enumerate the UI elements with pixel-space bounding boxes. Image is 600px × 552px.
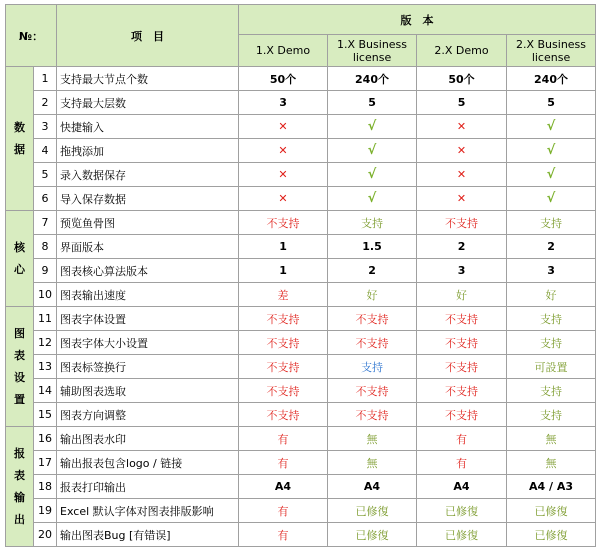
- value-cell: [239, 355, 328, 379]
- row-number: 18: [34, 475, 57, 499]
- value-cell: [239, 523, 328, 547]
- table-row: [6, 259, 596, 283]
- row-item: 图表字体大小设置: [57, 331, 239, 355]
- table-row: [6, 211, 596, 235]
- value-cell: [239, 235, 328, 259]
- row-item: 图表标签换行: [57, 355, 239, 379]
- cell-value: 不支持: [266, 312, 300, 326]
- table-row: [6, 475, 596, 499]
- row-number: 12: [34, 331, 57, 355]
- value-cell: [328, 211, 417, 235]
- value-cell: [239, 403, 328, 427]
- value-cell: [417, 163, 507, 187]
- table-row: [6, 283, 596, 307]
- group-label: 报表输出: [6, 427, 34, 547]
- table-row: [6, 427, 596, 451]
- value-cell: [328, 283, 417, 307]
- value-cell: [239, 331, 328, 355]
- value-cell: [507, 331, 596, 355]
- table-row: [6, 523, 596, 547]
- cell-value: 不支持: [445, 216, 479, 230]
- row-item: 图表字体设置: [57, 307, 239, 331]
- value-cell: [239, 427, 328, 451]
- cell-value: 好: [456, 288, 468, 302]
- value-cell: [328, 139, 417, 163]
- cell-value: 不支持: [355, 408, 389, 422]
- cell-value: 2: [368, 264, 376, 277]
- table-row: [6, 235, 596, 259]
- cell-value: 不支持: [266, 360, 300, 374]
- value-cell: [417, 187, 507, 211]
- row-number: 5: [34, 163, 57, 187]
- cell-value: 支持: [540, 384, 563, 398]
- cell-value: 1: [279, 264, 287, 277]
- cell-value: 240个: [355, 72, 389, 86]
- row-item: 导入保存数据: [57, 187, 239, 211]
- cell-value: 無: [366, 456, 378, 470]
- value-cell: [507, 451, 596, 475]
- version-header: 2.X Demo: [417, 35, 507, 67]
- value-cell: [507, 283, 596, 307]
- cell-value: 已修復: [355, 504, 389, 518]
- row-number: 16: [34, 427, 57, 451]
- value-cell: [328, 115, 417, 139]
- value-cell: [328, 67, 417, 91]
- check-icon: √: [546, 143, 556, 158]
- value-cell: [507, 235, 596, 259]
- value-cell: [417, 211, 507, 235]
- value-cell: [507, 427, 596, 451]
- row-number: 10: [34, 283, 57, 307]
- row-item: 界面版本: [57, 235, 239, 259]
- value-cell: [417, 475, 507, 499]
- row-number: 17: [34, 451, 57, 475]
- value-cell: [417, 499, 507, 523]
- group-label: 图表设置: [6, 307, 34, 427]
- value-cell: [507, 211, 596, 235]
- value-cell: [328, 235, 417, 259]
- value-cell: [328, 403, 417, 427]
- cell-value: 1: [279, 240, 287, 253]
- value-cell: [507, 403, 596, 427]
- value-cell: [239, 475, 328, 499]
- cell-value: 5: [547, 96, 555, 109]
- value-cell: [507, 355, 596, 379]
- value-cell: [328, 451, 417, 475]
- cell-value: 50个: [448, 72, 475, 86]
- cross-icon: ✕: [456, 168, 467, 181]
- value-cell: [328, 475, 417, 499]
- check-icon: √: [367, 167, 377, 182]
- cell-value: 無: [545, 456, 557, 470]
- cell-value: 不支持: [355, 336, 389, 350]
- cell-value: 3: [279, 96, 287, 109]
- table-row: [6, 91, 596, 115]
- value-cell: [239, 259, 328, 283]
- row-item: 预览鱼骨图: [57, 211, 239, 235]
- value-cell: [239, 499, 328, 523]
- value-cell: [328, 331, 417, 355]
- value-cell: [417, 283, 507, 307]
- value-cell: [507, 523, 596, 547]
- table-row: [6, 67, 596, 91]
- cell-value: 無: [366, 432, 378, 446]
- cell-value: 支持: [540, 312, 563, 326]
- row-number: 8: [34, 235, 57, 259]
- cell-value: 已修復: [534, 504, 568, 518]
- cell-value: 不支持: [355, 384, 389, 398]
- row-item: 输出报表包含logo / 链接: [57, 451, 239, 475]
- cell-value: 已修復: [534, 528, 568, 542]
- value-cell: [328, 91, 417, 115]
- row-number: 11: [34, 307, 57, 331]
- value-cell: [239, 139, 328, 163]
- check-icon: √: [546, 119, 556, 134]
- row-number: 1: [34, 67, 57, 91]
- value-cell: [328, 355, 417, 379]
- value-cell: [507, 91, 596, 115]
- row-number: 4: [34, 139, 57, 163]
- cell-value: 支持: [540, 216, 563, 230]
- cross-icon: ✕: [456, 192, 467, 205]
- cell-value: 5: [457, 96, 466, 109]
- table-row: [6, 379, 596, 403]
- value-cell: [507, 475, 596, 499]
- value-cell: [417, 67, 507, 91]
- row-item: 辅助图表选取: [57, 379, 239, 403]
- value-cell: [417, 403, 507, 427]
- cell-value: 差: [277, 288, 289, 302]
- cell-value: 好: [545, 288, 557, 302]
- header-version: 版 本: [239, 5, 596, 35]
- cell-value: A4: [453, 480, 470, 493]
- cell-value: 5: [368, 96, 376, 109]
- row-item: 输出图表水印: [57, 427, 239, 451]
- table-row: [6, 187, 596, 211]
- cell-value: 不支持: [445, 384, 479, 398]
- cell-value: 已修復: [355, 528, 389, 542]
- row-item: 支持最大层数: [57, 91, 239, 115]
- value-cell: [417, 259, 507, 283]
- row-number: 13: [34, 355, 57, 379]
- value-cell: [507, 163, 596, 187]
- table-row: [6, 307, 596, 331]
- table-row: [6, 139, 596, 163]
- check-icon: √: [367, 191, 377, 206]
- cell-value: 支持: [361, 216, 384, 230]
- value-cell: [417, 427, 507, 451]
- cell-value: 不支持: [355, 312, 389, 326]
- value-cell: [239, 67, 328, 91]
- check-icon: √: [546, 167, 556, 182]
- cell-value: 2: [547, 240, 555, 253]
- cell-value: 有: [277, 504, 289, 518]
- value-cell: [328, 187, 417, 211]
- group-label: 核心: [6, 211, 34, 307]
- row-item: 拖拽添加: [57, 139, 239, 163]
- cell-value: 1.5: [362, 240, 382, 253]
- row-number: 19: [34, 499, 57, 523]
- value-cell: [417, 523, 507, 547]
- value-cell: [507, 187, 596, 211]
- cell-value: 好: [366, 288, 378, 302]
- check-icon: √: [367, 119, 377, 134]
- cell-value: 已修復: [445, 528, 479, 542]
- cross-icon: ✕: [278, 120, 288, 133]
- cell-value: 有: [456, 432, 468, 446]
- cell-value: 240个: [534, 72, 568, 86]
- value-cell: [239, 211, 328, 235]
- value-cell: [239, 379, 328, 403]
- cell-value: A4: [274, 480, 292, 493]
- row-item: 录入数据保存: [57, 163, 239, 187]
- cell-value: 有: [277, 432, 289, 446]
- cell-value: 不支持: [445, 312, 479, 326]
- value-cell: [239, 451, 328, 475]
- row-item: 图表输出速度: [57, 283, 239, 307]
- cell-value: 支持: [540, 408, 563, 422]
- value-cell: [328, 259, 417, 283]
- value-cell: [239, 163, 328, 187]
- value-cell: [507, 307, 596, 331]
- value-cell: [417, 331, 507, 355]
- comparison-table: [5, 4, 596, 547]
- version-header: 1.X Business license: [328, 35, 417, 67]
- row-item: 快捷输入: [57, 115, 239, 139]
- cell-value: 不支持: [445, 408, 479, 422]
- value-cell: [417, 235, 507, 259]
- value-cell: [507, 67, 596, 91]
- value-cell: [328, 523, 417, 547]
- cell-value: 已修復: [445, 504, 479, 518]
- cross-icon: ✕: [456, 120, 467, 133]
- cross-icon: ✕: [456, 144, 467, 157]
- cell-value: 不支持: [445, 336, 479, 350]
- row-item: 图表核心算法版本: [57, 259, 239, 283]
- row-number: 3: [34, 115, 57, 139]
- cell-value: 不支持: [266, 336, 300, 350]
- row-item: 报表打印输出: [57, 475, 239, 499]
- row-number: 15: [34, 403, 57, 427]
- row-number: 6: [34, 187, 57, 211]
- check-icon: √: [367, 143, 377, 158]
- cross-icon: ✕: [278, 168, 288, 181]
- value-cell: [328, 499, 417, 523]
- value-cell: [239, 187, 328, 211]
- cell-value: 無: [545, 432, 557, 446]
- table-row: [6, 355, 596, 379]
- value-cell: [328, 427, 417, 451]
- row-number: 14: [34, 379, 57, 403]
- header-no: №：: [6, 5, 57, 67]
- value-cell: [328, 379, 417, 403]
- cell-value: 3: [457, 264, 466, 277]
- cell-value: 不支持: [266, 216, 300, 230]
- row-number: 7: [34, 211, 57, 235]
- value-cell: [328, 307, 417, 331]
- row-item: Excel 默认字体对图表排版影响: [57, 499, 239, 523]
- cell-value: A4: [363, 480, 381, 493]
- cell-value: 不支持: [445, 360, 479, 374]
- cell-value: 可設置: [534, 360, 568, 374]
- row-number: 2: [34, 91, 57, 115]
- value-cell: [239, 283, 328, 307]
- check-icon: √: [546, 191, 556, 206]
- value-cell: [507, 259, 596, 283]
- row-number: 9: [34, 259, 57, 283]
- row-item: 支持最大节点个数: [57, 67, 239, 91]
- cross-icon: ✕: [278, 192, 288, 205]
- value-cell: [239, 115, 328, 139]
- header-item: 项 目: [57, 5, 239, 67]
- cell-value: 支持: [540, 336, 563, 350]
- value-cell: [417, 91, 507, 115]
- cell-value: 有: [456, 456, 468, 470]
- cell-value: 50个: [269, 72, 297, 86]
- cell-value: 3: [547, 264, 555, 277]
- table-row: [6, 331, 596, 355]
- table-row: [6, 115, 596, 139]
- value-cell: [507, 139, 596, 163]
- cell-value: 有: [277, 528, 289, 542]
- cell-value: 支持: [361, 360, 384, 374]
- value-cell: [417, 115, 507, 139]
- row-item: 输出图表Bug [有错误]: [57, 523, 239, 547]
- value-cell: [507, 379, 596, 403]
- version-header: 1.X Demo: [239, 35, 328, 67]
- value-cell: [417, 307, 507, 331]
- value-cell: [417, 379, 507, 403]
- value-cell: [507, 499, 596, 523]
- table-row: [6, 403, 596, 427]
- table-row: [6, 163, 596, 187]
- version-header: 2.X Business license: [507, 35, 596, 67]
- cell-value: 不支持: [266, 408, 300, 422]
- value-cell: [417, 355, 507, 379]
- cell-value: 不支持: [266, 384, 300, 398]
- value-cell: [417, 451, 507, 475]
- cell-value: 2: [457, 240, 466, 253]
- value-cell: [239, 307, 328, 331]
- cell-value: A4 / A3: [529, 480, 574, 493]
- table-row: [6, 499, 596, 523]
- value-cell: [328, 163, 417, 187]
- row-number: 20: [34, 523, 57, 547]
- group-label: 数据: [6, 67, 34, 211]
- value-cell: [507, 115, 596, 139]
- row-item: 图表方向调整: [57, 403, 239, 427]
- table-row: [6, 451, 596, 475]
- value-cell: [239, 91, 328, 115]
- cell-value: 有: [277, 456, 289, 470]
- cross-icon: ✕: [278, 144, 288, 157]
- value-cell: [417, 139, 507, 163]
